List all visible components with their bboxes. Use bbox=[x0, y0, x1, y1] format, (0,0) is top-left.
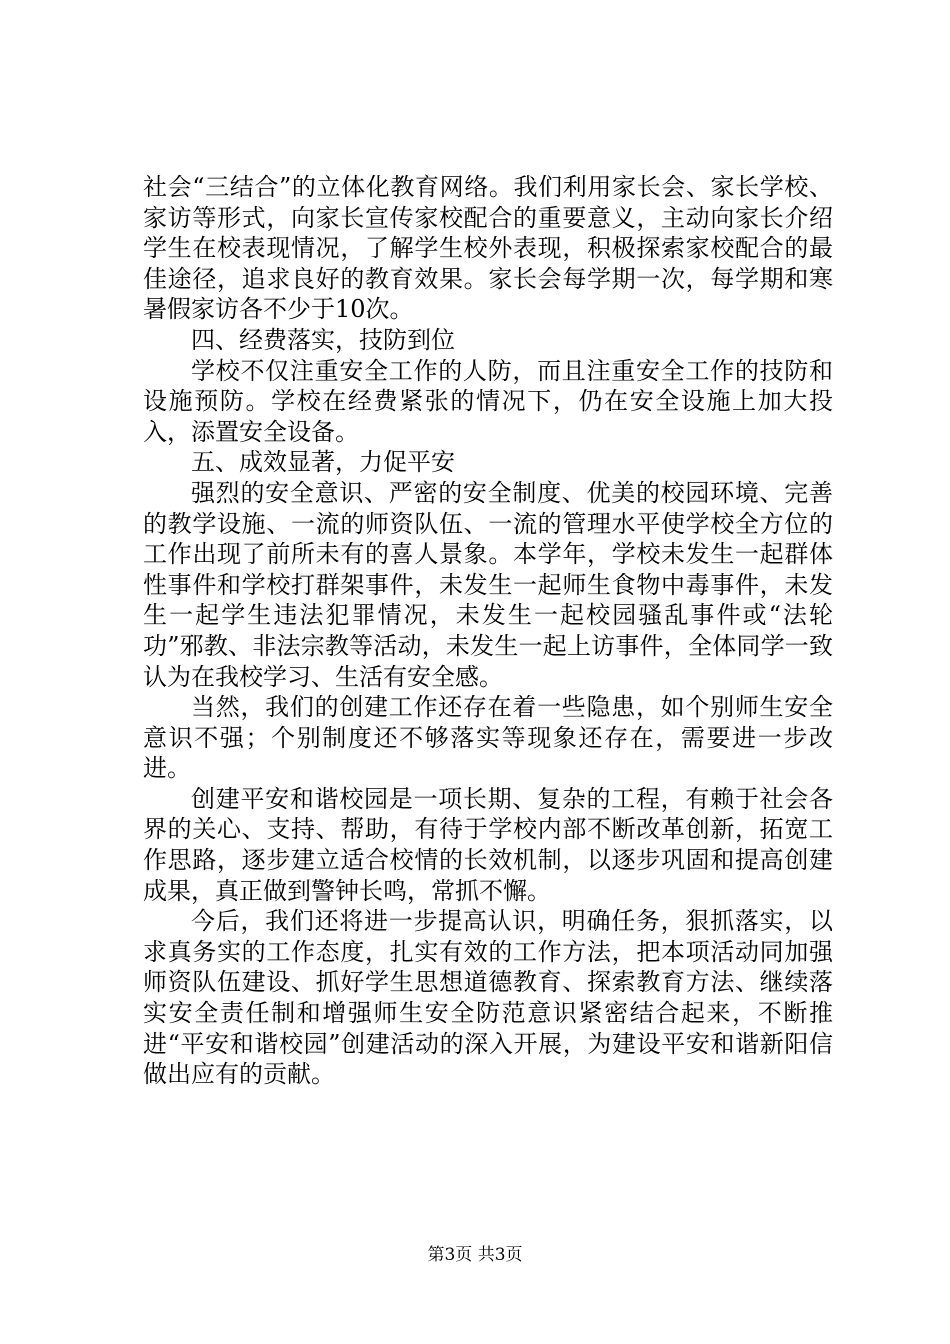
paragraph-continuation: 社会“三结合”的立体化教育网络。我们利用家长会、家长学校、家访等形式，向家长宣传家校配合的重要意义，主动向家长介绍学生在校表现情况，了解学生校外表现，积极探索家校配合的最佳途径，追求良好的教育效果。家长会每学期一次，每学期和寒暑假家访各不少于10次。 bbox=[143, 173, 833, 324]
section-heading-5: 五、成效显著，力促平安 bbox=[191, 448, 455, 477]
section-heading-4: 四、经费落实，技防到位 bbox=[191, 325, 455, 354]
paragraph: 今后，我们还将进一步提高认识，明确任务，狠抓落实，以求真务实的工作态度，扎实有效的工作方法，把本项活动同加强师资队伍建设、抓好学生思想道德教育、探索教育方法、继续落实安全责任制和增强师生安全防范意识紧密结合起来，不断推进“平安和谐校园”创建活动的深入开展，为建设平安和谐新阳信做出应有的贡献。 bbox=[143, 907, 833, 1089]
paragraph: 学校不仅注重安全工作的人防，而且注重安全工作的技防和设施预防。学校在经费紧张的情况下，仍在安全设施上加大投入，添置安全设备。 bbox=[143, 356, 833, 446]
paragraph: 创建平安和谐校园是一项长期、复杂的工程，有赖于社会各界的关心、支持、帮助，有待于学校内部不断改革创新，拓宽工作思路，逐步建立适合校情的长效机制，以逐步巩固和提高创建成果，真正做到警钟长鸣，常抓不懈。 bbox=[143, 784, 833, 905]
page-number-footer: 第3页 共3页 bbox=[427, 1245, 523, 1265]
document-body bbox=[143, 172, 833, 1090]
paragraph: 强烈的安全意识、严密的安全制度、优美的校园环境、完善的教学设施、一流的师资队伍、一流的管理水平使学校全方位的工作出现了前所未有的喜人景象。本学年，学校未发生一起群体性事件和学校打群架事件，未发生一起师生食物中毒事件，未发生一起学生违法犯罪情况，未发生一起校园骚乱事件或“法轮功”邪教、非法宗教等活动，未发生一起上访事件，全体同学一致认为在我校学习、生活有安全感。 bbox=[143, 478, 833, 691]
paragraph: 当然，我们的创建工作还存在着一些隐患，如个别师生安全意识不强；个别制度还不够落实等现象还存在，需要进一步改进。 bbox=[143, 693, 833, 783]
